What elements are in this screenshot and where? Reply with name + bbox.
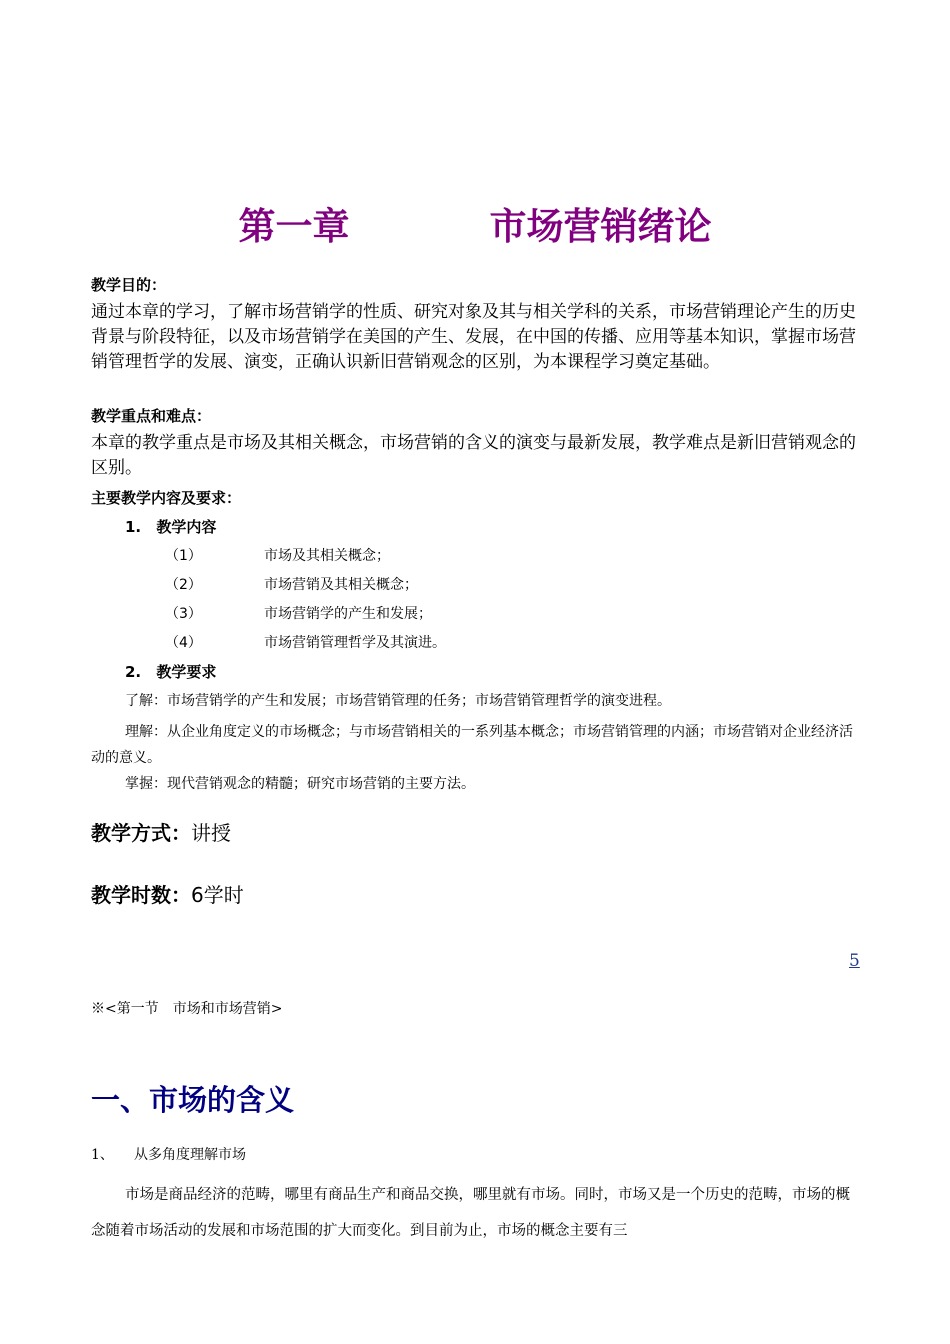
section-1-title: 教学内容 <box>156 518 217 536</box>
section-1-heading <box>125 516 216 537</box>
teaching-hours-value: 6学时 <box>191 883 244 907</box>
page-number-link[interactable]: 5 <box>849 951 860 971</box>
subsection-title: 从多角度理解市场 <box>134 1147 246 1163</box>
contents-label: 主要教学内容及要求： <box>91 489 242 507</box>
list-item: 市场营销学的产生和发展； <box>264 606 432 622</box>
list-item-number: （2） <box>165 577 202 593</box>
subsection-number: 1、 <box>91 1147 114 1163</box>
teaching-method-label: 教学方式： <box>91 821 191 845</box>
focus-text: 本章的教学重点是市场及其相关概念，市场营销的含义的演变与最新发展，教学难点是新旧营销观念的区别。 <box>91 433 856 478</box>
requirement-understand: 了解：市场营销学的产生和发展；市场营销管理的任务；市场营销管理哲学的演变进程。 <box>125 693 671 709</box>
list-item-number: （1） <box>165 548 202 564</box>
body-paragraph: 市场是商品经济的范畴，哪里有商品生产和商品交换，哪里就有市场。同时，市场又是一个历史的范畴，市场的概念随着市场活动的发展和市场范围的扩大而变化。到目前为止，市场的概念主要有三 <box>91 1187 850 1239</box>
list-item: 市场营销管理哲学及其演进。 <box>264 635 446 651</box>
list-item-number: （4） <box>165 635 202 651</box>
section-1-number: 1. <box>125 518 142 536</box>
teaching-method <box>91 817 231 846</box>
section-heading: 一、市场的含义 <box>91 1083 295 1117</box>
teaching-method-value: 讲授 <box>191 821 231 845</box>
section-2-title: 教学要求 <box>156 663 217 681</box>
focus-label: 教学重点和难点： <box>91 407 212 425</box>
objective-text: 通过本章的学习，了解市场营销学的性质、研究对象及其与相关学科的关系，市场营销理论产生的历史背景与阶段特征，以及市场营销学在美国的产生、发展，在中国的传播、应用等基本知识，掌握市场营销管理哲学的发展、演变，正确认识新旧营销观念的区别，为本课程学习奠定基础。 <box>91 302 856 372</box>
list-item-number: （3） <box>165 606 202 622</box>
chapter-name: 市场营销绪论 <box>489 205 712 248</box>
section-reference: ※<第一节 市场和市场营销> <box>91 1001 283 1017</box>
chapter-number: 第一章 <box>238 205 350 248</box>
list-item: 市场营销及其相关概念； <box>264 577 418 593</box>
section-2-heading <box>125 661 216 682</box>
chapter-title <box>0 196 950 250</box>
requirement-comprehend: 理解：从企业角度定义的市场概念；与市场营销相关的一系列基本概念；市场营销管理的内涵；市场营销对企业经济活动的意义。 <box>91 724 853 766</box>
section-2-number: 2. <box>125 663 142 681</box>
list-item: 市场及其相关概念； <box>264 548 390 564</box>
teaching-hours <box>91 879 244 908</box>
objective-label: 教学目的： <box>91 276 167 294</box>
requirement-master: 掌握：现代营销观念的精髓；研究市场营销的主要方法。 <box>125 776 475 792</box>
teaching-hours-label: 教学时数： <box>91 883 191 907</box>
